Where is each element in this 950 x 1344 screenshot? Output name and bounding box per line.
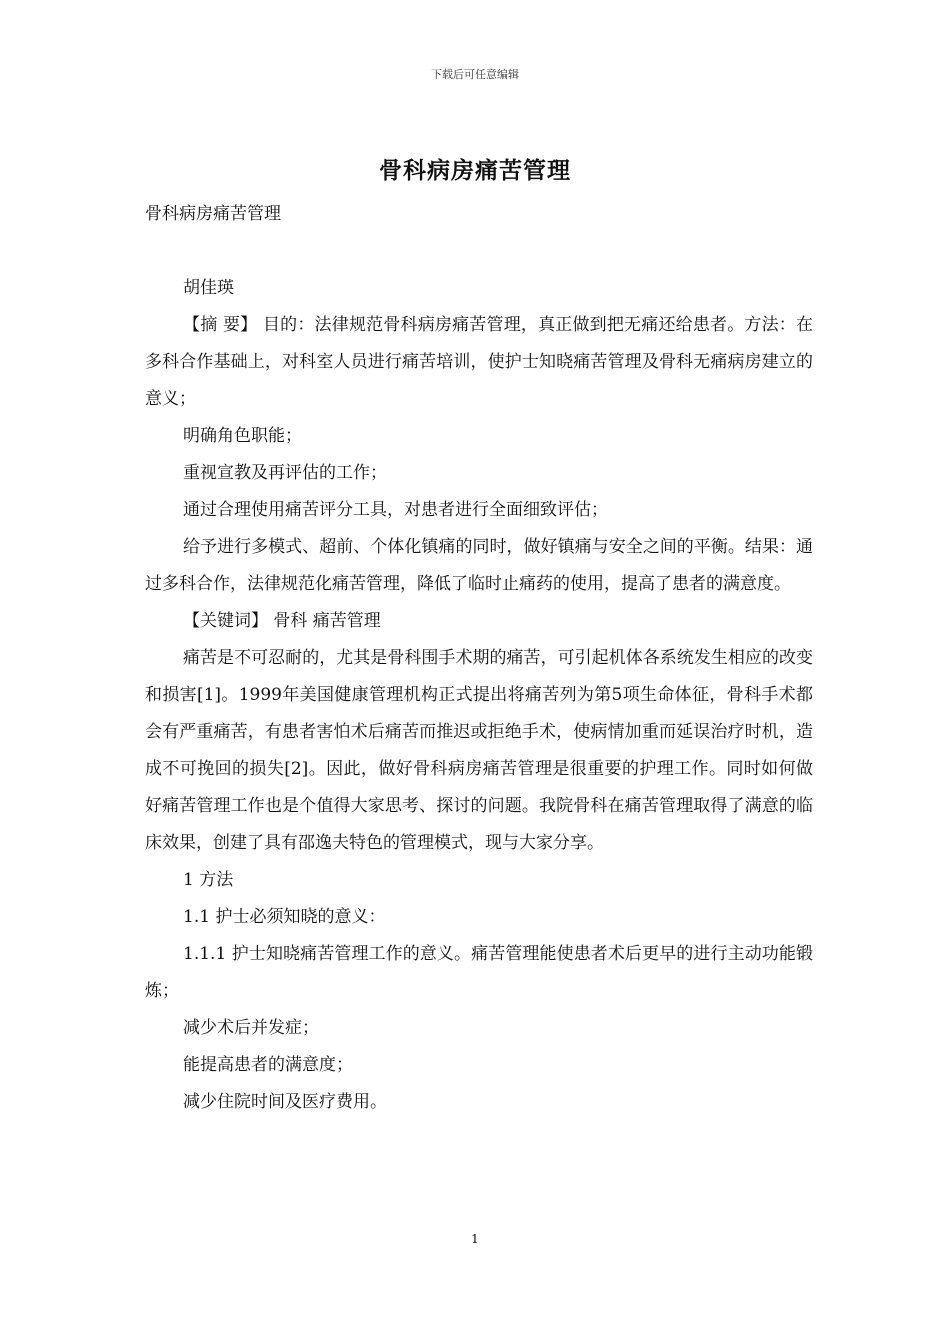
body-item: 减少术后并发症； (183, 1018, 319, 1038)
abstract-result: 给予进行多模式、超前、个体化镇痛的同时，做好镇痛与安全之间的平衡。结果：通过多科合作，法律规范化痛苦管理，降低了临时止痛药的使用，提高了患者的满意度。 (145, 537, 813, 594)
page-number: 1 (471, 1232, 479, 1246)
subsection-heading: 1.1 护士必须知晓的意义： (183, 907, 386, 927)
blank-line (145, 233, 813, 270)
body-item: 减少住院时间及医疗费用。 (183, 1092, 387, 1112)
author: 胡佳瑛 (183, 278, 234, 298)
abstract-item: 重视宣教及再评估的工作； (183, 463, 387, 483)
body-paragraph: 1.1.1 护士知晓痛苦管理工作的意义。痛苦管理能使患者术后更早的进行主动功能锻炼； (145, 944, 813, 1001)
keywords: 【关键词】 骨科 痛苦管理 (183, 611, 381, 631)
section-heading: 1 方法 (183, 870, 234, 890)
document-body (145, 196, 813, 1121)
abstract-item: 明确角色职能； (183, 426, 302, 446)
document-subtitle: 骨科病房痛苦管理 (145, 204, 281, 224)
document-title: 骨科病房痛苦管理 (379, 157, 571, 184)
intro-paragraph: 痛苦是不可忍耐的，尤其是骨科围手术期的痛苦，可引起机体各系统发生相应的改变和损害[1]。1999年美国健康管理机构正式提出将痛苦列为第5项生命体征，骨科手术都会有严重痛苦，有患者害怕术后痛苦而推迟或拒绝手术，使病情加重而延误治疗时机，造成不可挽回的损失[2]。因此，做好骨科病房痛苦管理是很重要的护理工作。同时如何做好痛苦管理工作也是个值得大家思考、探讨的问题。我院骨科在痛苦管理取得了满意的临床效果，创建了具有邵逸夫特色的管理模式，现与大家分享。 (145, 648, 813, 853)
body-item: 能提高患者的满意度； (183, 1055, 353, 1075)
abstract-paragraph: 【摘 要】 目的：法律规范骨科病房痛苦管理，真正做到把无痛还给患者。方法：在多科合作基础上，对科室人员进行痛苦培训，使护士知晓痛苦管理及骨科无痛病房建立的意义； (145, 315, 813, 409)
header-note: 下载后可任意编辑 (431, 68, 519, 81)
abstract-item: 通过合理使用痛苦评分工具，对患者进行全面细致评估； (183, 500, 608, 520)
